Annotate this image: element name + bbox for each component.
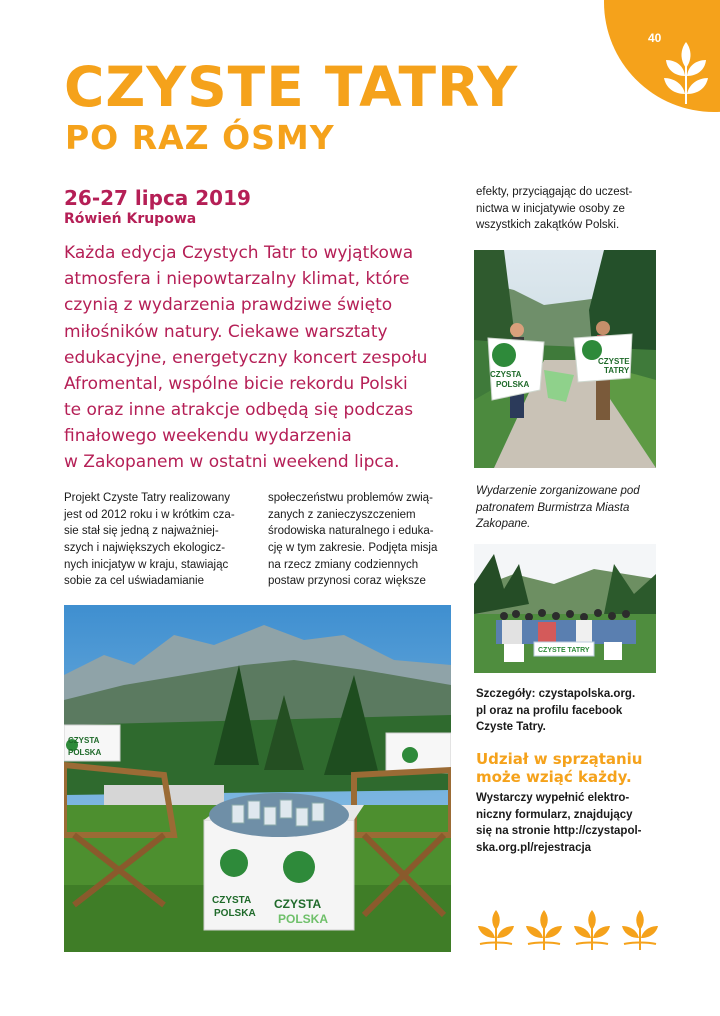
flag-text: CZYSTE [598, 357, 630, 366]
page-title: CZYSTE TATRY [64, 55, 519, 119]
body-line: środowiska naturalnego i eduka- [268, 525, 434, 538]
main-event-photo [64, 605, 451, 952]
event-location: Rówień Krupowa [64, 211, 197, 227]
body-line: wszystkich zakątków Polski. [476, 219, 620, 232]
wheat-ornament-icon [476, 908, 516, 952]
page-corner-badge [604, 0, 720, 112]
body-line: sobie za cel uświadamianie [64, 575, 204, 588]
body-line: cję w tym zakresie. Podjęta misja [268, 542, 438, 555]
wheat-ornament-icon [620, 908, 660, 952]
details-text [476, 686, 661, 736]
callout-heading-line: Udział w sprzątaniu [476, 750, 643, 768]
page-number: 40 [648, 31, 662, 45]
body-line: na rzecz zmiany codziennych [268, 558, 419, 571]
lead-line: w Zakopanem w ostatni weekend lipca. [64, 452, 400, 473]
flag-text: TATRY [604, 366, 630, 375]
callout-body [476, 790, 661, 857]
chair-text: CZYSTA [68, 736, 100, 745]
event-date: 26-27 lipca 2019 [64, 186, 251, 210]
lead-line: finałowego weekendu wydarzenia [64, 426, 352, 447]
box-text: CZYSTA [274, 897, 322, 911]
body-line: szych i największych ekologicz- [64, 542, 226, 555]
details-line: pl oraz na profilu facebook [476, 704, 623, 717]
caption-line: patronatem Burmistrza Miasta [476, 501, 630, 514]
body-line: sie stał się jedną z najważniej- [64, 525, 219, 538]
lead-line: Afromental, wspólne bicie rekordu Polski [64, 373, 408, 394]
lead-line: czynią z wydarzenia prawdziwe święto [64, 295, 393, 316]
box-text: POLSKA [214, 908, 256, 919]
body-line: nych inicjatyw w kraju, stawiając [64, 558, 229, 571]
callout-line: się na stronie http://czystapol- [476, 825, 642, 838]
flag-text: POLSKA [496, 380, 530, 389]
box-text: POLSKA [278, 912, 329, 926]
callout-heading [476, 750, 661, 786]
body-line: postaw przynosi coraz większe [268, 575, 426, 588]
lead-line: edukacyjne, energetyczny koncert zespołu [64, 347, 428, 368]
caption-line: Zakopane. [476, 518, 531, 531]
callout-line: ska.org.pl/rejestracja [476, 842, 592, 855]
page-subtitle: PO RAZ ÓSMY [65, 118, 335, 157]
details-line: Czyste Tatry. [476, 721, 546, 734]
caption-line: Wydarzenie zorganizowane pod [476, 485, 640, 497]
lead-paragraph [64, 240, 474, 476]
photo-caption [476, 483, 661, 533]
body-line: Projekt Czyste Tatry realizowany [64, 492, 230, 504]
body-line: efekty, przyciągając do uczest- [476, 186, 633, 198]
body-column-2 [268, 490, 458, 590]
callout-line: niczny formularz, znajdujący [476, 808, 633, 821]
hikers-photo [474, 250, 656, 468]
lead-line: Każda edycja Czystych Tatr to wyjątkowa [64, 243, 414, 263]
callout-heading-line: może wziąć każdy. [476, 768, 632, 786]
body-line: zanych z zanieczyszczeniem [268, 508, 416, 521]
group-photo [474, 544, 656, 673]
flag-text: CZYSTA [490, 370, 522, 379]
wheat-ornament-icon [524, 908, 564, 952]
body-line: społeczeństwu problemów zwią- [268, 492, 433, 504]
callout-line: Wystarczy wypełnić elektro- [476, 792, 630, 804]
banner-text: CZYSTE TATRY [538, 647, 590, 654]
lead-line: te oraz inne atrakcje odbędą się podczas [64, 400, 414, 421]
lead-line: atmosfera i niepowtarzalny klimat, które [64, 269, 410, 290]
chair-text: POLSKA [68, 748, 102, 757]
body-line: jest od 2012 roku i w krótkim cza- [64, 508, 235, 521]
body-column-3 [476, 184, 656, 234]
lead-line: miłośników natury. Ciekawe warsztaty [64, 321, 388, 342]
wheat-ornaments [476, 908, 660, 952]
wheat-leaf-icon [662, 36, 718, 106]
details-line: Szczegóły: czystapolska.org. [476, 688, 636, 700]
box-text: CZYSTA [212, 895, 252, 906]
wheat-ornament-icon [572, 908, 612, 952]
body-column-1 [64, 490, 259, 590]
body-line: nictwa w inicjatywie osoby ze [476, 202, 625, 215]
